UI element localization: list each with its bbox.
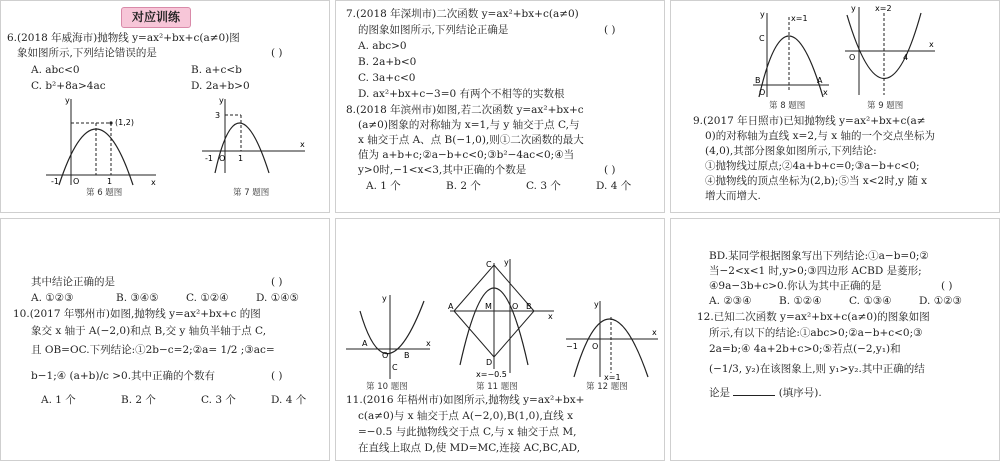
page-q9cont-q10 [0,218,330,461]
section-title-banner: 对应训练 [121,7,191,28]
q11-option-c: C. ①③④ [849,295,892,307]
q11-cont-line3: ④9a−3b+c>0.你认为其中正确的是 [709,280,882,292]
q10-answer-paren: ( ) [271,370,283,382]
q11-answer-paren: ( ) [941,280,953,292]
q7-option-c: C. 3a+c<0 [358,72,416,84]
q6-label-y: y [65,96,70,105]
q9-option-a: A. ①②③ [31,292,74,304]
q10-option-d: D. 4 个 [271,394,307,406]
q12-stem-line1: 12.已知二次函数 y=ax²+bx+c(a≠0)的图象如图 [697,311,930,323]
q11-label-o: O [512,302,519,311]
q11-option-a: A. ②③④ [709,295,752,307]
q10-graph [342,291,434,383]
q11-label-x: x [548,312,553,321]
q9-label-y: y [851,4,856,13]
q6-caption: 第 6 题图 [86,188,123,198]
q11-label-a: A [448,302,454,311]
q6-stem-line2: 象如图所示,下列结论错误的是 [17,47,157,59]
q8-option-c: C. 3 个 [526,180,561,192]
q7-option-d: D. ax²+bx+c−3=0 有两个不相等的实数根 [358,88,565,100]
q9-label-x2: x=2 [875,4,892,13]
q8-parabola [759,36,823,97]
q11-label-m: M [485,302,492,311]
q6-label-point: (1,2) [115,118,134,127]
q8-caption: 第 8 题图 [769,101,806,111]
q9-label-o: O [849,53,856,62]
q12-stem-line4: (−1/3, y₂)在该图象上,则 y₁>y₂.其中正确的结 [709,363,925,375]
q10-stem-line4: b−1;④ (a+b)/c >0.其中正确的个数有 [31,370,216,382]
q6-point [109,121,112,124]
q11-cont-line1: BD.某同学根据图象写出下列结论:①a−b=0;② [709,250,929,262]
q7-caption: 第 7 题图 [233,188,270,198]
q11-label-d: D [486,358,493,367]
q6-graph [41,93,161,188]
q6-label-x: x [151,178,156,187]
q12-graph [562,297,662,381]
q10-label-x: x [426,339,431,348]
q10-caption: 第 10 题图 [366,382,408,392]
q11-cont-line2: 当−2<x<1 时,y>0;③四边形 ACBD 是菱形; [709,265,922,277]
q10-label-c: C [392,363,398,372]
q7-label-o: O [219,154,226,163]
q9-option-c: C. ①②④ [186,292,229,304]
q6-option-d: D. 2a+b>0 [191,80,250,92]
q10-stem-line1: 10.(2017 年鄂州市)如图,抛物线 y=ax²+bx+c 的图 [13,308,261,320]
q8-answer-paren: ( ) [604,164,616,176]
page-q11cont-q12 [670,218,1000,461]
q8-label-x1: x=1 [791,14,808,23]
q9-stem-line2: 0)的对称轴为直线 x=2,与 x 轴的一个交点坐标为 [705,130,935,142]
q11-stem-line4: 在直线上取点 D,使 MD=MC,连接 AC,BC,AD, [358,442,581,454]
q8-stem-line2: (a≠0)图象的对称轴为 x=1,与 y 轴交于点 C,与 [358,119,580,131]
q9-answer-paren: ( ) [271,276,283,288]
q7-option-b: B. 2a+b<0 [358,56,417,68]
q11-stem-line2: c(a≠0)与 x 轴交于点 A(−2,0),B(1,0),直线 x [358,410,574,422]
q11-label-sym: x=−0.5 [476,370,507,379]
q9-stem-line1: 9.(2017 年日照市)已知抛物线 y=ax²+bx+c(a≠ [693,115,926,127]
page-q7-q8 [335,0,665,213]
q6-label-minus1: -1 [51,177,59,186]
q12-stem-line3: 2a=b;④ 4a+2b+c>0;⑤若点(−2,y₁)和 [709,343,901,355]
q12-stem-tail: (填序号). [778,387,822,399]
q7-label-y: y [219,96,224,105]
q8-option-b: B. 2 个 [446,180,481,192]
q11-caption: 第 11 题图 [476,382,518,392]
q10-label-o: O [382,351,389,360]
q9-option-d: D. ①④⑤ [256,292,299,304]
q12-stem-line2: 所示,有以下的结论:①abc>0;②a−b+c<0;③ [709,327,923,339]
q12-label-x: x [652,328,657,337]
q12-label-y: y [594,300,599,309]
page-q8graph-q9 [670,0,1000,213]
q10-stem-line2: 象交 x 轴于 A(−2,0)和点 B,交 y 轴负半轴于点 C, [31,325,267,337]
page-q6-q7graph [0,0,330,213]
q11-option-b: B. ①②④ [779,295,822,307]
q11-stem-line3: =−0.5 与此抛物线交于点 C,与 x 轴交于点 M, [358,426,577,438]
q7-label-x: x [300,140,305,149]
q11-option-d: D. ①②③ [919,295,962,307]
q6-option-c: C. b²+8a>4ac [31,80,106,92]
q7-option-a: A. abc>0 [358,40,407,52]
q6-option-a: A. abc<0 [31,64,80,76]
q8-label-a: A [817,76,823,85]
q9-option-b: B. ③④⑤ [116,292,159,304]
q12-label-minus1: −1 [566,342,578,351]
q7-label-1: 1 [238,154,244,163]
q11-label-b: B [526,302,532,311]
q9-conclusion-line: 其中结论正确的是 [31,276,115,288]
q9-graph [841,3,939,99]
q8-graph [749,5,833,99]
q12-stem-line5 [709,385,822,401]
q6-parabola [59,129,133,185]
q12-label-o: O [592,342,599,351]
q12-label-x1: x=1 [604,373,621,381]
q8-label-b: B [755,76,761,85]
q6-answer-paren: ( ) [271,47,283,59]
q10-stem-line3: 且 OB=OC.下列结论:①2b−c=2;②a= 1/2 ;③ac= [31,344,275,356]
q8-stem-line1: 8.(2018 年滨州市)如图,若二次函数 y=ax²+bx+c [346,104,584,116]
q8-label-x: x [823,88,828,97]
q10-label-b: B [404,351,410,360]
q7-graph [197,93,309,178]
q12-stem-line5-text: 论是 [709,387,730,399]
q7-label-minus1: -1 [205,154,213,163]
q10-label-y: y [382,294,387,303]
q9-label-4: 4 [903,53,909,62]
q12-answer-blank [733,385,775,396]
q11-stem-line1: 11.(2016 年梧州市)如图所示,抛物线 y=ax²+bx+ [346,394,585,406]
q8-label-c: C [759,34,765,43]
q8-stem-line4: 值为 a+b+c;②a−b+c<0;③b²−4ac<0;④当 [358,149,575,161]
q6-label-o: O [73,177,80,186]
q9-caption: 第 9 题图 [867,101,904,111]
q12-caption: 第 12 题图 [586,382,628,392]
q8-option-a: A. 1 个 [366,180,401,192]
q6-label-1: 1 [107,177,113,186]
q8-stem-line5: y>0时,−1<x<3,其中正确的个数是 [358,164,527,176]
q9-label-x: x [929,40,934,49]
q8-stem-line3: x 轴交于点 A、点 B(−1,0),则①二次函数的最大 [358,134,584,146]
q10-option-b: B. 2 个 [121,394,156,406]
q6-stem-line1: 6.(2018 年威海市)抛物线 y=ax²+bx+c(a≠0)图 [7,32,240,44]
q9-stem-line5: ④抛物线的顶点坐标为(2,b);⑤当 x<2时,y 随 x [705,175,928,187]
q9-stem-line3: (4,0),其部分图象如图所示,下列结论: [705,145,877,157]
q10-option-c: C. 3 个 [201,394,236,406]
page-q10graph-q11 [335,218,665,461]
q10-parabola [360,301,424,354]
q8-option-d: D. 4 个 [596,180,632,192]
q7-parabola [215,123,269,173]
q10-option-a: A. 1 个 [41,394,76,406]
q6-option-b: B. a+c<b [191,64,242,76]
q11-label-c: C [486,260,492,269]
q11-graph [446,255,558,381]
q7-stem-line1: 7.(2018 年深圳市)二次函数 y=ax²+bx+c(a≠0) [346,8,579,20]
q10-label-a: A [362,339,368,348]
q7-answer-paren: ( ) [604,24,616,36]
q7-stem-line2: 的图象如图所示,下列结论正确是 [358,24,509,36]
q11-label-y: y [504,258,509,267]
q9-stem-line4: ①抛物线过原点;②4a+b+c=0;③a−b+c<0; [705,160,920,172]
q8-label-o: O [759,88,766,97]
q8-label-y: y [760,10,765,19]
q9-stem-line6: 增大而增大. [705,190,761,202]
q7-label-3: 3 [215,111,221,120]
